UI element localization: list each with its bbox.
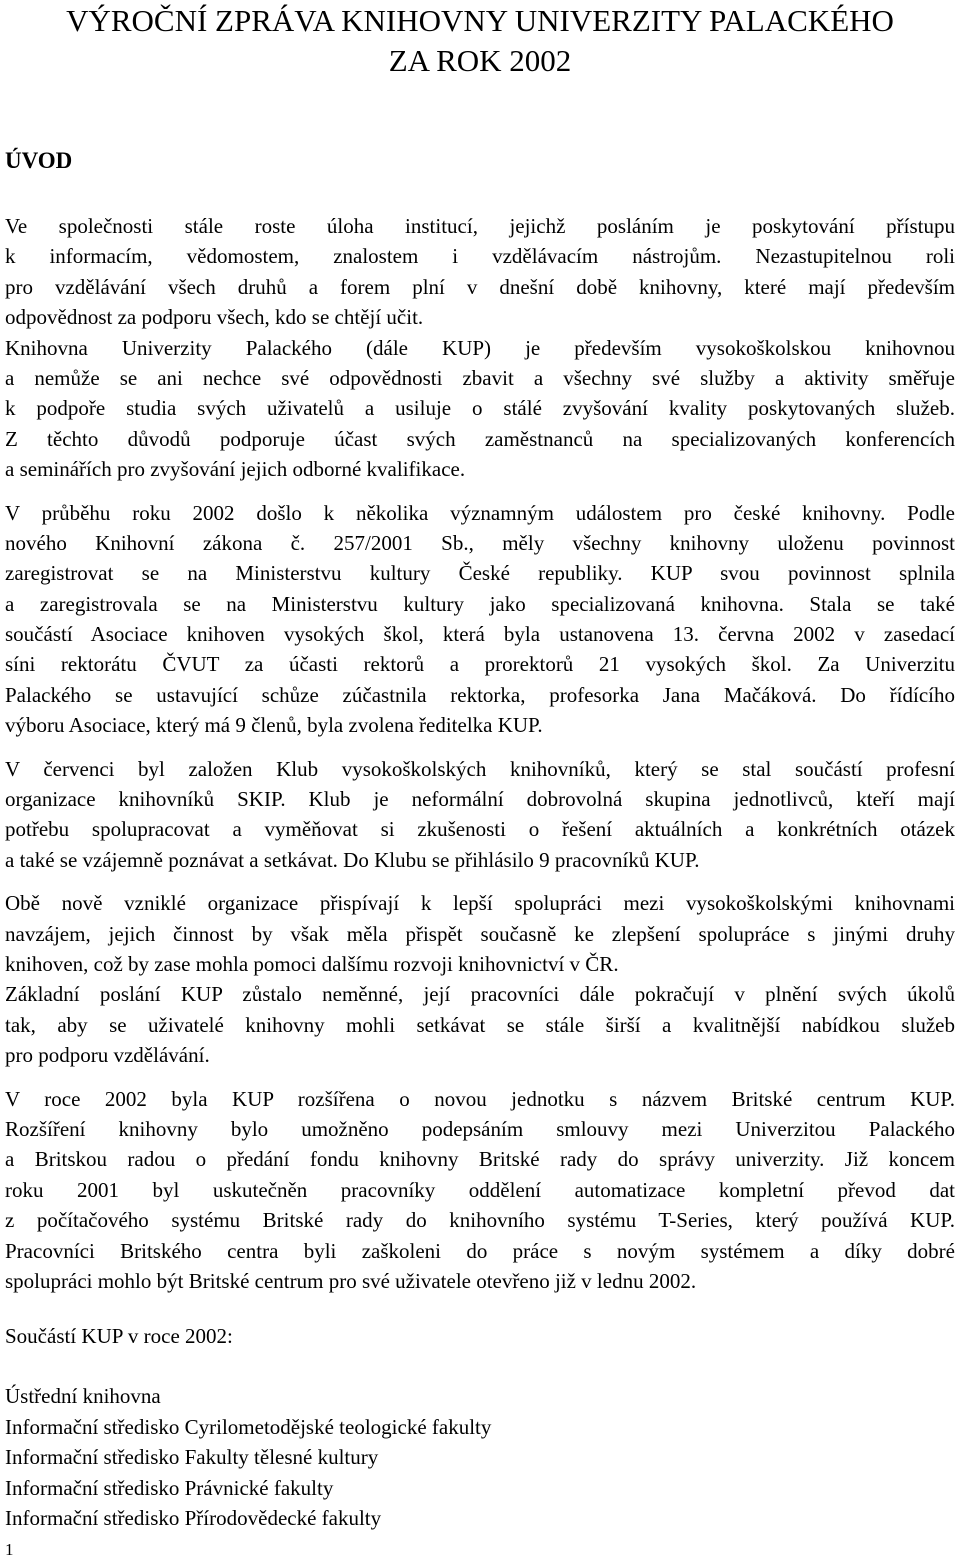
text-line: součástí Asociace knihoven vysokých škol, která byla ustanovena 13. června 2002 v zasedací xyxy=(5,622,955,647)
text-line: z počítačového systému Britské rady do knihovního systému T-Series, který používá KUP. xyxy=(5,1208,955,1233)
text-line: potřebu spolupracovat a vyměňovat si zkušenosti o řešení aktuálních a konkrétních otázek xyxy=(5,817,955,842)
paragraph xyxy=(5,1084,955,1297)
text-line: Obě nově vzniklé organizace přispívají k lepší spolupráci mezi vysokoškolskými knihovnami xyxy=(5,891,955,916)
text-line: roku 2001 byl uskutečněn pracovníky oddělení automatizace kompletní převod dat xyxy=(5,1177,955,1202)
text-line: a nemůže se ani nechce své odpovědnosti zbavit a všechny své služby a aktivity směřuje xyxy=(5,365,955,390)
text-line: organizace knihovníků SKIP. Klub je neformální dobrovolná skupina jednotlivců, kteří mají xyxy=(5,787,955,812)
text-line: knihoven, což by zase mohla pomoci dalšímu rozvoji knihovnictví v ČR. xyxy=(5,951,619,976)
text-line: a Britskou radou o předání fondu knihovny Britské rady do správy univerzity. Již koncem xyxy=(5,1147,955,1172)
text-line: spolupráci mohlo být Britské centrum pro své uživatele otevřeno již v lednu 2002. xyxy=(5,1268,697,1293)
text-line: nového Knihovní zákona č. 257/2001 Sb., měly všechny knihovny uloženu povinnost xyxy=(5,530,955,555)
text-line: zaregistrovat se na Ministerstvu kultury České republiky. KUP svou povinnost splnila xyxy=(5,561,955,586)
text-line: V červenci byl založen Klub vysokoškolských knihovníků, který se stal součástí profesní xyxy=(5,756,955,781)
text-line: tak, aby se uživatelé knihovny mohli setkávat se stále širší a kvalitnější nabídkou služeb xyxy=(5,1012,955,1037)
text-line: Ve společnosti stále roste úloha institucí, jejichž posláním je poskytování přístupu xyxy=(5,214,955,238)
text-line: k podpoře studia svých uživatelů a usiluje o stálé zvyšování kvality poskytovaných služeb. xyxy=(5,396,955,421)
text-line: a seminářích pro zvyšování jejich odborné kvalifikace. xyxy=(5,457,466,482)
text-line: Palackého se ustavující schůze zúčastnila rektorka, profesorka Jana Mačáková. Do řídícího xyxy=(5,682,955,707)
text-line: Pracovníci Britského centra byli zaškoleni do práce s novým systémem a díky dobré xyxy=(5,1238,955,1263)
text-line: Rozšíření knihovny bylo umožněno podepsáním smlouvy mezi Univerzitou Palackého xyxy=(5,1116,955,1141)
section-heading: ÚVOD xyxy=(5,148,73,173)
paragraph xyxy=(5,333,955,485)
text-line: Knihovna Univerzity Palackého (dále KUP) je především vysokoškolskou knihovnou xyxy=(5,335,955,360)
text-line: navzájem, jejich činnost by však měla přispět současně ke zlepšení spolupráce s jinými druhy xyxy=(5,921,955,946)
list-intro: Součástí KUP v roce 2002: xyxy=(5,1324,233,1348)
paragraph xyxy=(5,754,955,876)
document-title-line-1: VÝROČNÍ ZPRÁVA KNIHOVNY UNIVERZITY PALACKÉHO xyxy=(66,3,894,38)
list-item: Informační středisko Právnické fakulty xyxy=(5,1475,334,1500)
list-item: Informační středisko Přírodovědecké fakulty xyxy=(5,1506,382,1531)
text-line: a zaregistrovala se na Ministerstvu kultury jako specializovaná knihovna. Stala se také xyxy=(5,591,955,616)
list-item: Informační středisko Fakulty tělesné kultury xyxy=(5,1445,379,1470)
text-line: Základní poslání KUP zůstalo neměnné, její pracovníci dále pokračují v plnění svých úkolů xyxy=(5,982,955,1007)
text-line: k informacím, vědomostem, znalostem i vzdělávacím nástrojům. Nezastupitelnou roli xyxy=(5,244,955,269)
paragraph xyxy=(5,211,955,333)
text-line: pro vzdělávání všech druhů a forem plní v dnešní době knihovny, které mají především xyxy=(5,274,955,299)
paragraph xyxy=(5,498,955,741)
document-title-line-2: ZA ROK 2002 xyxy=(388,43,572,78)
page-number: 1 xyxy=(5,1540,14,1559)
text-line: síni rektorátu ČVUT za účasti rektorů a prorektorů 21 vysokých škol. Za Univerzitu xyxy=(5,652,955,677)
text-line: pro podporu vzdělávání. xyxy=(5,1043,210,1068)
text-line: Z těchto důvodů podporuje účast svých zaměstnanců na specializovaných konferencích xyxy=(5,426,955,451)
text-line: odpovědnost za podporu všech, kdo se chtějí učit. xyxy=(5,305,424,330)
text-line: V roce 2002 byla KUP rozšířena o novou jednotku s názvem Britské centrum KUP. xyxy=(5,1086,955,1111)
text-line: V průběhu roku 2002 došlo k několika významným událostem pro české knihovny. Podle xyxy=(5,500,955,525)
text-line: a také se vzájemně poznávat a setkávat. Do Klubu se přihlásilo 9 pracovníků KUP. xyxy=(5,847,700,872)
list-item: Informační středisko Cyrilometodějské teologické fakulty xyxy=(5,1414,492,1439)
document-body xyxy=(5,211,955,1296)
list-item: Ústřední knihovna xyxy=(5,1384,161,1409)
paragraph xyxy=(5,888,955,979)
text-line: výboru Asociace, který má 9 členů, byla zvolena ředitelka KUP. xyxy=(5,713,543,738)
unit-list xyxy=(5,1321,491,1533)
paragraph xyxy=(5,979,955,1070)
